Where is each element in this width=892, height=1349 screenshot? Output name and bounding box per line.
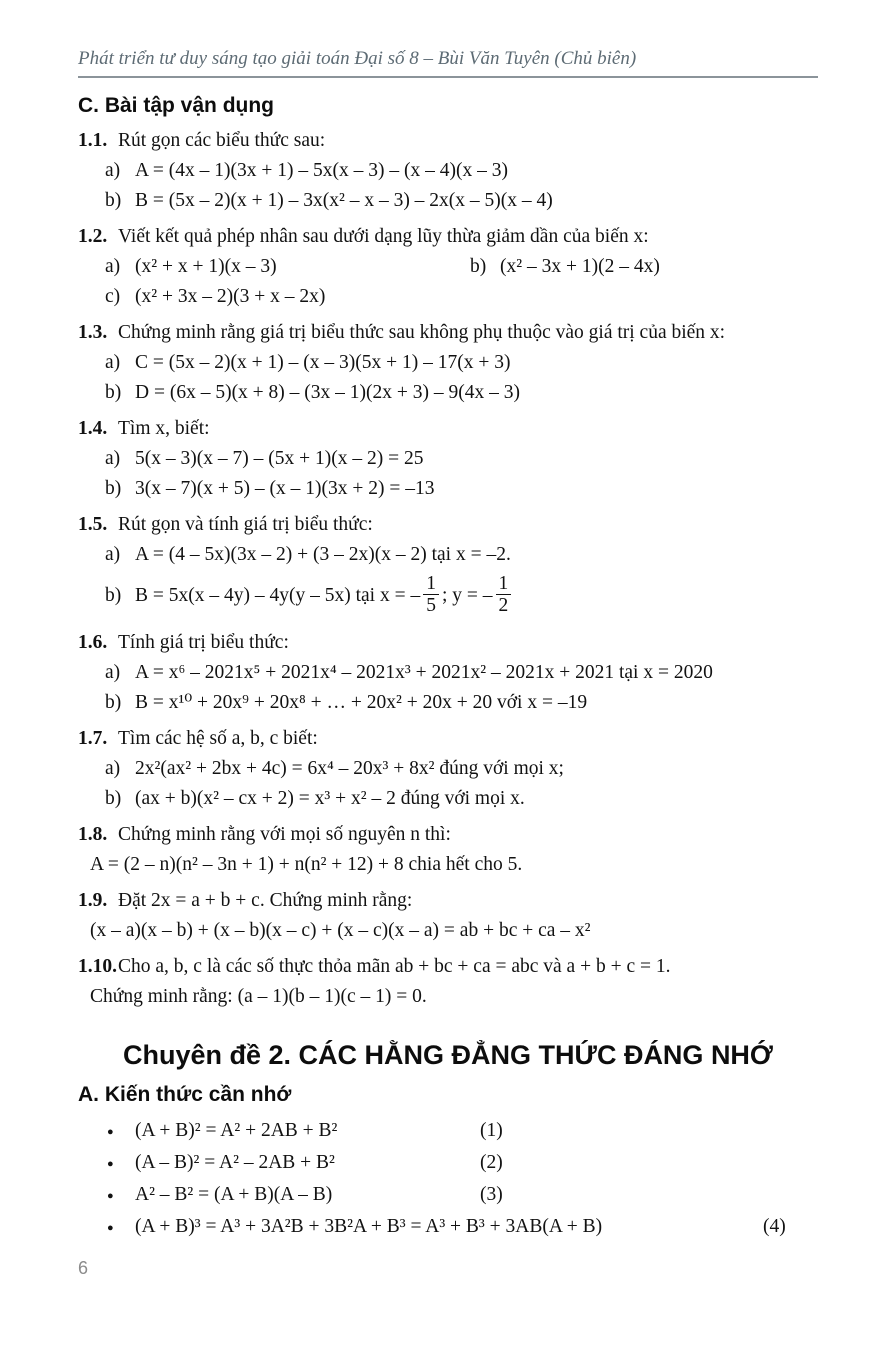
- problem-part: [78, 474, 818, 504]
- bullet-icon: ●: [107, 1190, 114, 1202]
- part-formula: (x² + x + 1)(x – 3): [135, 256, 277, 277]
- part-label: a): [105, 662, 121, 683]
- problem-1-1: [78, 126, 818, 216]
- part-label: b): [105, 585, 122, 606]
- problem-number: 1.6.: [78, 632, 108, 653]
- problem-number: 1.4.: [78, 418, 108, 439]
- part-label: a): [105, 352, 121, 373]
- problem-statement: Tìm x, biết:: [118, 418, 210, 439]
- problem-part: [78, 688, 818, 718]
- problem-part: [78, 540, 818, 570]
- page-number: 6: [78, 1258, 89, 1278]
- part-label: b): [105, 692, 122, 713]
- part-formula: 2x²(ax² + 2bx + 4c) = 6x⁴ – 20x³ + 8x² đúng với mọi x;: [135, 758, 564, 779]
- problem-1-4: [78, 414, 818, 504]
- problem-number: 1.8.: [78, 824, 108, 845]
- part-label: b): [105, 190, 122, 211]
- problem-number: 1.9.: [78, 890, 108, 911]
- part-formula: B = x¹⁰ + 20x⁹ + 20x⁸ + … + 20x² + 20x + 20 với x = –19: [135, 692, 588, 713]
- part-formula: D = (6x – 5)(x + 8) – (3x – 1)(2x + 3) – 9(4x – 3): [135, 382, 521, 403]
- problem-number: 1.1.: [78, 130, 108, 151]
- chapter-title: Chuyên đề 2. CÁC HẰNG ĐẲNG THỨC ĐÁNG NHỚ: [123, 1040, 773, 1070]
- part-label: b): [105, 382, 122, 403]
- fraction-numerator: 1: [423, 573, 439, 595]
- section-a-heading: A. Kiến thức cần nhớ: [78, 1083, 292, 1106]
- problem-statement: Tính giá trị biểu thức:: [118, 632, 289, 653]
- part-label: a): [105, 160, 121, 181]
- part-label: b): [105, 788, 122, 809]
- part-formula: C = (5x – 2)(x + 1) – (x – 3)(5x + 1) – 17(x + 3): [135, 352, 511, 373]
- identity-row: [78, 1179, 818, 1211]
- fraction: [423, 573, 439, 616]
- part-label: b): [105, 478, 122, 499]
- fraction-denominator: 2: [498, 595, 509, 617]
- problem-number: 1.10.: [78, 956, 117, 977]
- problem-number: 1.7.: [78, 728, 108, 749]
- formula-text: ; y = –: [441, 585, 493, 606]
- problem-1-9: [78, 886, 818, 946]
- problem-part: [78, 658, 818, 688]
- part-label: a): [105, 448, 121, 469]
- identity-row: [78, 1115, 818, 1147]
- identities-list: [78, 1115, 818, 1243]
- identity-formula: (A + B)³ = A³ + 3A²B + 3B²A + B³ = A³ + B³ + 3AB(A + B): [135, 1216, 603, 1237]
- problem-formula-line: (x – a)(x – b) + (x – b)(x – c) + (x – c)(x – a) = ab + bc + ca – x²: [90, 920, 591, 941]
- part-formula: (x² + 3x – 2)(3 + x – 2x): [135, 286, 326, 307]
- part-formula: A = x⁶ – 2021x⁵ + 2021x⁴ – 2021x³ + 2021x² – 2021x + 2021 tại x = 2020: [135, 662, 713, 683]
- problem-1-3: [78, 318, 818, 408]
- section-c-heading: C. Bài tập vận dụng: [78, 94, 275, 117]
- problem-1-6: [78, 628, 818, 718]
- part-label: b): [470, 256, 487, 277]
- problem-part: [78, 754, 818, 784]
- part-label: a): [105, 544, 121, 565]
- equation-number: (1): [480, 1120, 503, 1141]
- part-label: c): [105, 286, 121, 307]
- identity-formula: (A – B)² = A² – 2AB + B²: [135, 1152, 335, 1173]
- running-header: Phát triển tư duy sáng tạo giải toán Đại số 8 – Bùi Văn Tuyên (Chủ biên): [78, 46, 818, 78]
- problem-1-5: [78, 510, 818, 622]
- bullet-icon: ●: [107, 1222, 114, 1234]
- problem-1-10: [78, 952, 818, 1012]
- part-label: a): [105, 758, 121, 779]
- fraction-denominator: 5: [426, 595, 436, 617]
- problem-statement: Tìm các hệ số a, b, c biết:: [118, 728, 318, 749]
- equation-number: (4): [763, 1216, 786, 1237]
- problem-formula-line: Chứng minh rằng: (a – 1)(b – 1)(c – 1) = 0.: [90, 986, 427, 1007]
- problem-statement: Rút gọn và tính giá trị biểu thức:: [118, 514, 373, 535]
- problem-number: 1.5.: [78, 514, 108, 535]
- problem-part: [78, 186, 818, 216]
- bullet-icon: ●: [107, 1158, 114, 1170]
- part-formula: 3(x – 7)(x + 5) – (x – 1)(3x + 2) = –13: [135, 478, 435, 499]
- part-label: a): [105, 256, 121, 277]
- problem-1-2: [78, 222, 818, 312]
- part-formula: (x² – 3x + 1)(2 – 4x): [500, 256, 660, 277]
- identity-formula: (A + B)² = A² + 2AB + B²: [135, 1120, 338, 1141]
- problem-statement: Chứng minh rằng với mọi số nguyên n thì:: [118, 824, 451, 845]
- problem-part: [78, 282, 818, 312]
- problem-statement: Cho a, b, c là các số thực thỏa mãn ab + bc + ca = abc và a + b + c = 1.: [118, 956, 671, 977]
- problem-statement: Viết kết quả phép nhân sau dưới dạng lũy thừa giảm dần của biến x:: [118, 226, 649, 247]
- part-formula: [135, 573, 514, 617]
- part-formula: B = (5x – 2)(x + 1) – 3x(x² – x – 3) – 2x(x – 5)(x – 4): [135, 190, 553, 211]
- problem-part: [78, 784, 818, 814]
- problem-1-8: [78, 820, 818, 880]
- fraction-numerator: 1: [496, 573, 512, 595]
- problem-part: [78, 378, 818, 408]
- problem-number: 1.3.: [78, 322, 108, 343]
- problem-part: [78, 570, 818, 622]
- problem-part: [78, 156, 818, 186]
- problem-1-7: [78, 724, 818, 814]
- identity-row: [78, 1147, 818, 1179]
- identity-formula: A² – B² = (A + B)(A – B): [135, 1184, 333, 1205]
- equation-number: (3): [480, 1184, 503, 1205]
- part-formula: A = (4x – 1)(3x + 1) – 5x(x – 3) – (x – 4)(x – 3): [135, 160, 508, 181]
- problem-statement: Rút gọn các biểu thức sau:: [118, 130, 326, 151]
- part-formula: A = (4 – 5x)(3x – 2) + (3 – 2x)(x – 2) tại x = –2.: [135, 544, 511, 565]
- problem-part: [78, 348, 818, 378]
- identity-row: [78, 1211, 818, 1243]
- equation-number: (2): [480, 1152, 503, 1173]
- problem-formula-line: A = (2 – n)(n² – 3n + 1) + n(n² + 12) + 8 chia hết cho 5.: [90, 854, 523, 875]
- problem-number: 1.2.: [78, 226, 108, 247]
- problem-part-row: [78, 252, 818, 282]
- problem-statement: Đặt 2x = a + b + c. Chứng minh rằng:: [118, 890, 413, 911]
- problem-part: [78, 444, 818, 474]
- part-formula: (ax + b)(x² – cx + 2) = x³ + x² – 2 đúng với mọi x.: [135, 788, 525, 809]
- part-formula: 5(x – 3)(x – 7) – (5x + 1)(x – 2) = 25: [135, 448, 424, 469]
- fraction: [496, 573, 512, 616]
- problem-statement: Chứng minh rằng giá trị biểu thức sau không phụ thuộc vào giá trị của biến x:: [118, 322, 726, 343]
- formula-text: B = 5x(x – 4y) – 4y(y – 5x) tại x = –: [135, 585, 421, 606]
- bullet-icon: ●: [107, 1126, 114, 1138]
